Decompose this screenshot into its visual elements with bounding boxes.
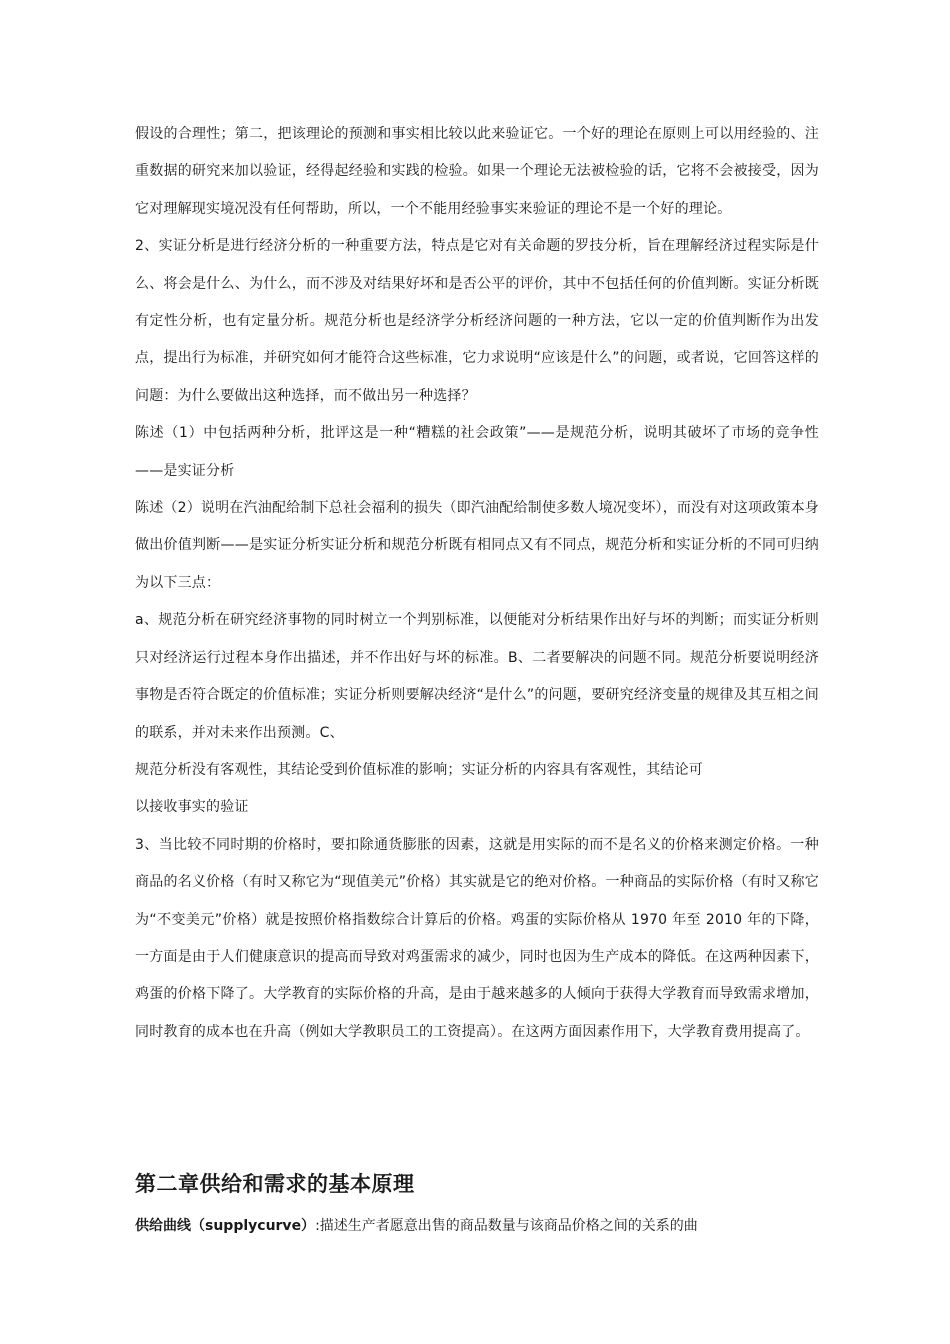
paragraph-positive-normative-analysis: 2、实证分析是进行经济分析的一种重要方法，特点是它对有关命题的罗技分析，旨在理解经济过程实际是什么、将会是什么、为什么，而不涉及对结果好坏和是否公平的评价，其中不包括任何的价值判断。实证分析既有定性分析，也有定量分析。规范分析也是经济学分析经济问题的一种方法，它以一定的价值判断作为出发点，提出行为标准，并研究如何才能符合这些标准，它力求说明“应该是什么”的问题，或者说，它回答这样的问题：为什么要做出这种选择，而不做出另一种选择？: [135, 238, 819, 404]
paragraph-real-nominal-price: 3、当比较不同时期的价格时，要扣除通货膨胀的因素，这就是用实际的而不是名义的价格来测定价格。一种商品的名义价格（有时又称它为“现值美元”价格）其实就是它的绝对价格。一种商品的实际价格（有时又称它为“不变美元”价格）就是按照价格指数综合计算后的价格。鸡蛋的实际价格从 1970 年至 2010 年的下降，一方面是由于人们健康意识的提高而导致对鸡蛋需求的减少，同时也因为生产成本的降低。在这两种因素下，鸡蛋的价格下降了。大学教育的实际价格的升高，是由于越来越多的人倾向于获得大学教育而导致需求增加，同时教育的成本也在升高（例如大学教职员工的工资提高）。在这两方面因素作用下，大学教育费用提高了。: [135, 836, 819, 1040]
paragraph-differences: a、规范分析在研究经济事物的同时树立一个判别标准，以便能对分析结果作出好与坏的判断；而实证分析则只对经济运行过程本身作出描述，并不作出好与坏的标准。B、二者要解决的问题不同。规范分析要说明经济事物是否符合既定的价值标准；实证分析则要解决经济“是什么”的问题，要研究经济变量的规律及其互相之间的联系，并对未来作出预测。C、: [135, 612, 819, 741]
chapter-title: 第二章供给和需求的基本原理: [135, 1172, 415, 1196]
definition-term: 供给曲线（supplycurve）: [135, 1218, 316, 1234]
paragraph-verification: 以接收事实的验证: [135, 799, 249, 816]
paragraph-statement-2: 陈述（2）说明在汽油配给制下总社会福利的损失（即汽油配给制使多数人境况变坏），而没有对这项政策本身做出价值判断——是实证分析实证分析和规范分析既有相同点又有不同点，规范分析和实证分析的不同可归纳为以下三点：: [135, 500, 819, 591]
paragraph-statement-1: 陈述（1）中包括两种分析，批评这是一种“糟糕的社会政策”——是规范分析，说明其破坏了市场的竞争性——是实证分析: [135, 425, 819, 479]
paragraph-theory-verification: 假设的合理性；第二，把该理论的预测和事实相比较以此来验证它。一个好的理论在原则上可以用经验的、注重数据的研究来加以验证，经得起经验和实践的检验。如果一个理论无法被检验的话，它将不会被接受，因为它对理解现实境况没有任何帮助，所以，一个不能用经验事实来验证的理论不是一个好的理论。: [135, 126, 819, 217]
definition-supply-curve: [135, 1211, 819, 1241]
paragraph-objectivity: 规范分析没有客观性，其结论受到价值标准的影响；实证分析的内容具有客观性，其结论可: [135, 761, 703, 778]
definition-text: :描述生产者愿意出售的商品数量与该商品价格之间的关系的曲: [315, 1218, 698, 1234]
body-text: [135, 116, 819, 1051]
